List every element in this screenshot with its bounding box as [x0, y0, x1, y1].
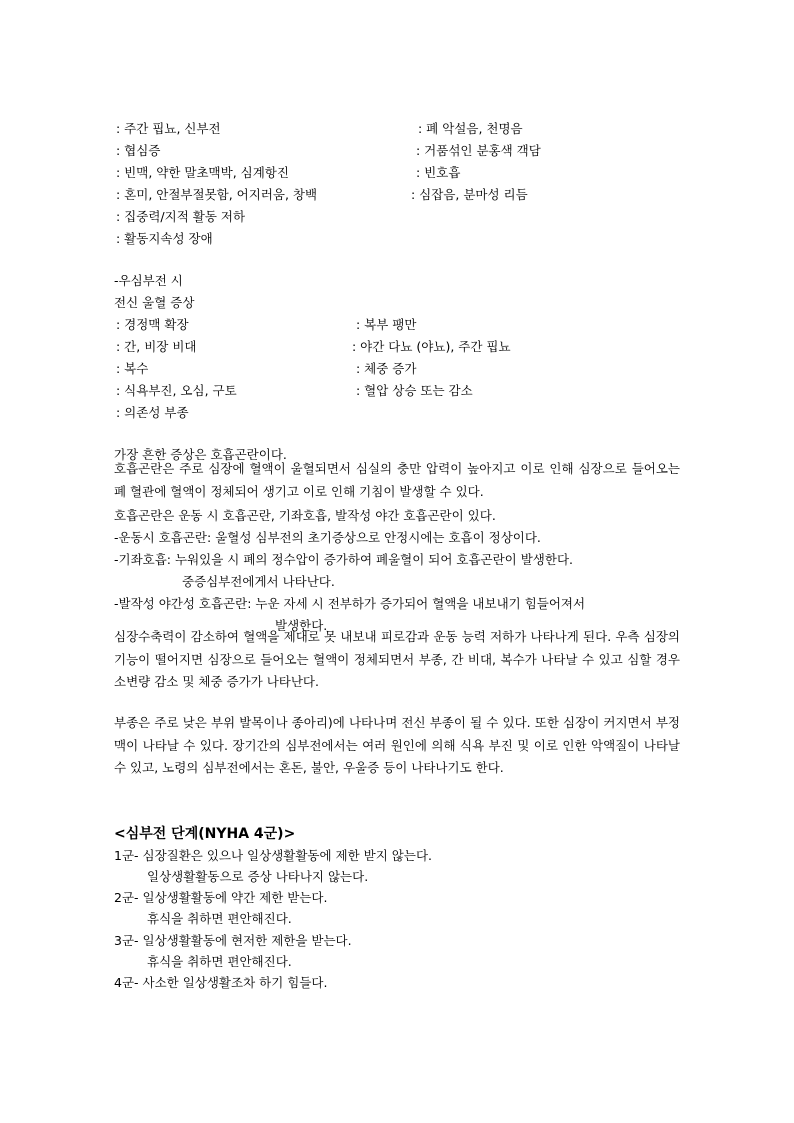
symptom-left-1: : 주간 핍뇨, 신부전 [116, 121, 221, 136]
right-hf-subheading: 전신 울혈 증상 [114, 295, 195, 310]
right-hf-left-3: : 복수 [116, 361, 149, 376]
body-p2: 호흡곤란은 주로 심장에 혈액이 울혈되면서 심실의 충만 압력이 높아지고 이로 인해 심장으로 들어오는 폐 혈관에 혈액이 정체되어 생기고 이로 인해 기침이 발생할 수 있다. [114, 461, 680, 499]
body-p4: -운동시 호흡곤란: 울혈성 심부전의 초기증상으로 안정시에는 호흡이 정상이다. [114, 530, 541, 545]
nyha-line-3: 3군- 일상생활활동에 현저한 제한을 받는다. [114, 933, 352, 948]
right-hf-left-2: : 간, 비장 비대 [116, 339, 197, 354]
body-p1: 가장 흔한 증상은 호흡곤란이다. [114, 447, 287, 462]
right-hf-right-3: : 체중 증가 [356, 361, 417, 376]
nyha-line-3b: 휴식을 취하면 편안해진다. [147, 954, 292, 969]
body-p6b: 발생한다. [275, 618, 328, 633]
right-hf-right-1: : 복부 팽만 [356, 317, 417, 332]
symptom-left-6: : 활동지속성 장애 [116, 231, 213, 246]
nyha-line-1: 1군- 심장질환은 있으나 일상생활활동에 제한 받지 않는다. [114, 848, 433, 863]
right-hf-left-5: : 의존성 부종 [116, 405, 189, 420]
body-p6: -발작성 야간성 호흡곤란: 누운 자세 시 전부하가 증가되어 혈액을 내보내기 힘들어져서 [114, 596, 586, 611]
right-hf-right-4: : 혈압 상승 또는 감소 [356, 383, 473, 398]
symptom-left-2: : 협심증 [116, 143, 161, 158]
symptom-left-3: : 빈맥, 약한 말초맥박, 심계항진 [116, 165, 289, 180]
symptom-left-4: : 혼미, 안절부절못함, 어지러움, 창백 [116, 187, 318, 202]
nyha-line-1b: 일상생활활동으로 증상 나타나지 않는다. [147, 869, 369, 884]
body-p3: 호흡곤란은 운동 시 호흡곤란, 기좌호흡, 발작성 야간 호흡곤란이 있다. [114, 508, 496, 523]
right-hf-left-1: : 경정맥 확장 [116, 317, 189, 332]
nyha-title: <심부전 단계(NYHA 4군)> [114, 826, 296, 842]
right-hf-right-2: : 야간 다뇨 (야뇨), 주간 핍뇨 [352, 339, 511, 354]
symptom-right-4: : 심잡음, 분마성 리듬 [411, 187, 528, 202]
right-hf-left-4: : 식욕부진, 오심, 구토 [116, 383, 237, 398]
nyha-line-2: 2군- 일상생활활동에 약간 제한 받는다. [114, 890, 328, 905]
nyha-line-4: 4군- 사소한 일상생활조차 하기 힘들다. [114, 975, 328, 990]
right-hf-heading: -우심부전 시 [114, 273, 183, 288]
body-p5: -기좌호흡: 누워있을 시 폐의 정수압이 증가하여 폐울혈이 되어 호흡곤란이 발생한다. [114, 552, 574, 567]
body-p5b: 중증심부전에게서 나타난다. [182, 574, 335, 589]
symptom-right-3: : 빈호흡 [416, 165, 461, 180]
symptom-left-5: : 집중력/지적 활동 저하 [116, 209, 246, 224]
nyha-line-2b: 휴식을 취하면 편안해진다. [147, 911, 292, 926]
body-p7: 심장수축력이 감소하여 혈액을 제대로 못 내보내 피로감과 운동 능력 저하가 나타나게 된다. 우측 심장의 기능이 떨어지면 심장으로 들어오는 혈액이 정체되면서 부종, 간 비대, 복수가 나타날 수 있고 심할 경우 소변량 감소 및 체중 증가가 나타난다. [114, 629, 680, 689]
symptom-right-2: : 거품섞인 분홍색 객담 [416, 143, 541, 158]
body-p8: 부종은 주로 낮은 부위 발목이나 종아리)에 나타나며 전신 부종이 될 수 있다. 또한 심장이 커지면서 부정맥이 나타날 수 있다. 장기간의 심부전에서는 여러 원인에 의해 식욕 부진 및 이로 인한 악액질이 나타날 수 있고, 노령의 심부전에서는 혼돈, 불안, 우울증 등이 나타나기도 한다. [114, 715, 680, 775]
symptom-right-1: : 폐 악설음, 천명음 [418, 121, 523, 136]
